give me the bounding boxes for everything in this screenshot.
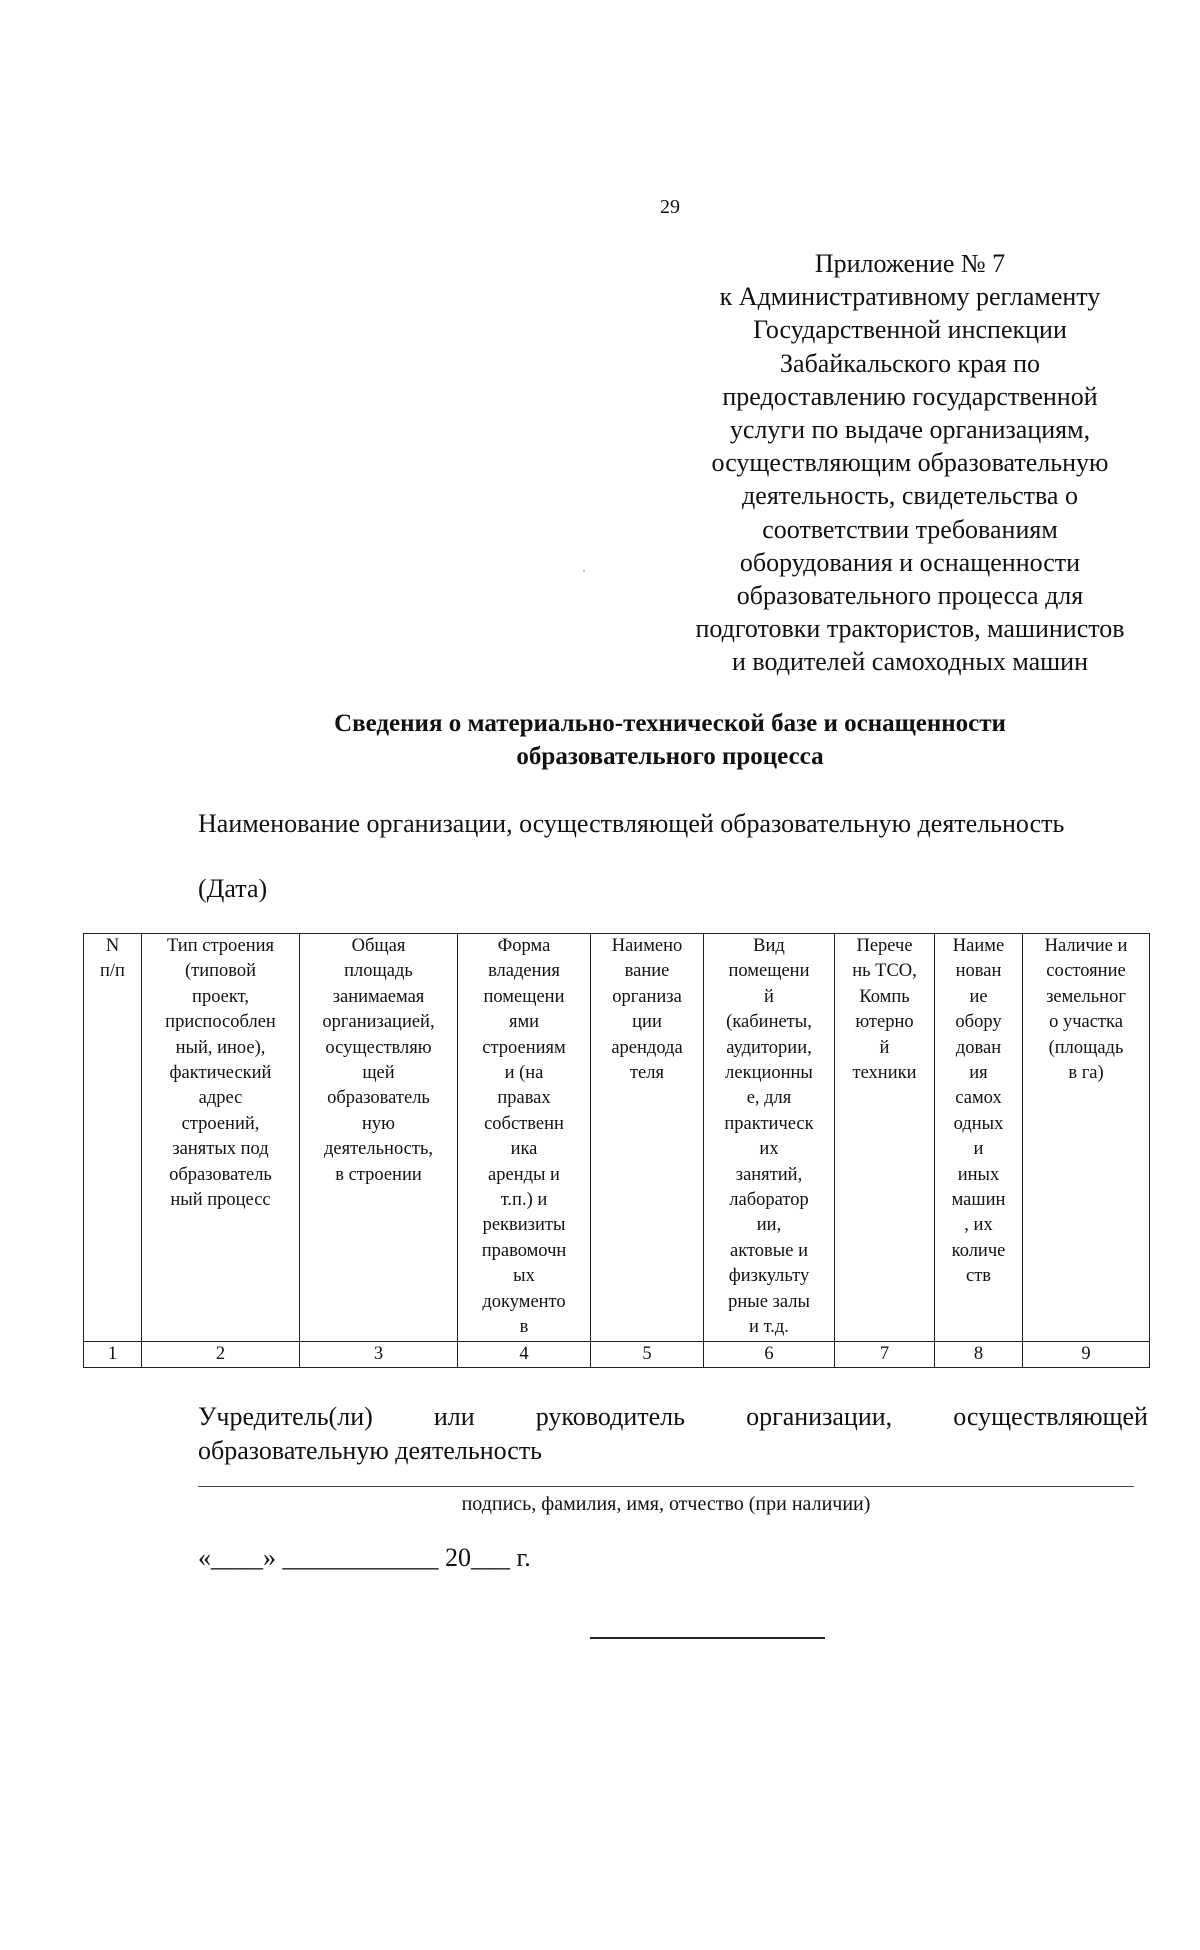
appendix-line: Государственной инспекции (753, 315, 1067, 345)
appendix-line: предоставлению государственной (722, 381, 1098, 411)
organization-name-label: Наименование организации, осуществляющей образовательную деятельность (198, 809, 1065, 838)
column-number-cell: 2 (142, 1341, 300, 1367)
header-text-line: в (519, 1317, 529, 1338)
title-line-2: образовательного процесса (516, 743, 824, 770)
appendix-line: и водителей самоходных машин (732, 647, 1088, 677)
header-text-line: щей (362, 1063, 395, 1084)
header-text-line: теля (629, 1063, 665, 1084)
appendix-line: подготовки трактористов, машинистов (695, 614, 1125, 644)
appendix-line: деятельность, свидетельства о (742, 481, 1078, 511)
appendix-line: образовательного процесса для (736, 581, 1084, 611)
header-text-line: (типовой (184, 961, 257, 982)
header-text-line: й (879, 1037, 890, 1058)
column-number-cell: 9 (1023, 1341, 1150, 1367)
header-text-line: Форма (497, 936, 551, 956)
header-text-line: осуществляю (325, 1037, 432, 1058)
table-header-cell (300, 934, 458, 1342)
header-text-line: обору (955, 1012, 1002, 1033)
header-text-line: ции (632, 1012, 662, 1033)
table-header-row (84, 934, 1150, 1342)
table-header-cell (84, 934, 142, 1342)
header-text-line: строений, (181, 1113, 260, 1134)
header-text-line: Общая (351, 936, 406, 956)
header-text-line: рные залы (728, 1291, 810, 1312)
header-text-line: одных (953, 1113, 1004, 1134)
header-text-line: актовые и (730, 1240, 808, 1261)
founder-word: или (433, 1402, 475, 1431)
table-header-cell (835, 934, 935, 1342)
header-text-line: организа (612, 986, 682, 1007)
header-text-line: в строении (335, 1164, 422, 1185)
founder-word: организации, (746, 1402, 893, 1431)
header-text-line: приспособлен (165, 1012, 276, 1033)
header-text-line: организацией, (322, 1012, 435, 1033)
header-text-line: ями (508, 1012, 540, 1033)
header-text-line: адрес (198, 1088, 243, 1109)
closing-rule (590, 1637, 825, 1639)
header-text-line: помещени (728, 961, 810, 982)
header-text-line: (кабинеты, (726, 1012, 812, 1033)
header-text-line: Перече (856, 936, 913, 956)
date-label: (Дата) (198, 874, 268, 903)
header-text-line: N (105, 936, 120, 956)
header-text-line: арендода (611, 1037, 683, 1058)
header-text-line: техники (852, 1063, 917, 1084)
header-text-line: аренды и (488, 1164, 560, 1185)
header-text-line: (площадь (1048, 1037, 1124, 1058)
founder-line-1 (198, 1400, 1148, 1434)
header-text-line: занятых под (172, 1139, 269, 1160)
header-text-line: Наличие и (1044, 936, 1128, 956)
header-text-line: нь ТСО, (852, 961, 917, 982)
header-text-line: и т.д. (749, 1317, 789, 1338)
founder-line-2: образовательную деятельность (198, 1436, 543, 1465)
date-signature-field: «____» ____________ 20___ г. (198, 1543, 531, 1572)
column-number-cell: 5 (591, 1341, 704, 1367)
header-text-line: практическ (724, 1113, 814, 1134)
appendix-line: оборудования и оснащенности (739, 547, 1081, 577)
header-text-line: нован (955, 961, 1002, 982)
header-text-line: в га) (1068, 1063, 1104, 1084)
header-text-line: владения (488, 961, 560, 982)
header-text-line: образователь (169, 1164, 272, 1185)
header-text-line: правах (497, 1088, 551, 1109)
header-text-line: п/п (100, 961, 125, 982)
column-number-cell: 1 (84, 1341, 142, 1367)
header-text-line: ия (969, 1063, 988, 1084)
table-header-cell (935, 934, 1023, 1342)
founder-statement (198, 1400, 1148, 1468)
column-number-cell: 8 (935, 1341, 1023, 1367)
header-text-line: ие (969, 986, 988, 1007)
signature-caption: подпись, фамилия, имя, отчество (при наличии) (461, 1493, 871, 1515)
column-number-cell: 7 (835, 1341, 935, 1367)
table-header-cell (591, 934, 704, 1342)
header-text-line: дован (955, 1037, 1002, 1058)
header-text-line: аудитории, (726, 1037, 812, 1058)
header-text-line: е, для (746, 1088, 792, 1109)
header-text-line: занимаемая (332, 986, 425, 1007)
header-text-line: и (973, 1139, 984, 1160)
header-text-line: состояние (1046, 961, 1126, 982)
column-number-cell: 3 (300, 1341, 458, 1367)
page-number: 29 (660, 196, 680, 218)
column-number-cell: 6 (704, 1341, 835, 1367)
header-text-line: реквизиты (482, 1215, 566, 1236)
header-text-line: о участка (1049, 1012, 1123, 1033)
header-text-line: земельног (1046, 986, 1126, 1007)
header-text-line: занятий, (735, 1164, 803, 1185)
header-text-line: ный, иное), (175, 1037, 266, 1058)
header-text-line: лаборатор (729, 1190, 809, 1211)
header-text-line: помещени (483, 986, 565, 1007)
header-text-line: образователь (327, 1088, 430, 1109)
table-number-row (84, 1341, 1150, 1367)
header-text-line: иных (957, 1164, 1000, 1185)
header-text-line: собственн (484, 1113, 564, 1134)
table-header-cell (458, 934, 591, 1342)
document-title (200, 707, 1140, 773)
signature-line (198, 1486, 1134, 1487)
header-text-line: самох (955, 1088, 1002, 1109)
scan-speck (583, 570, 585, 572)
header-text-line: Наиме (952, 936, 1005, 956)
appendix-line: к Административному регламенту (719, 282, 1101, 312)
header-text-line: деятельность, (323, 1139, 434, 1160)
column-number-cell: 4 (458, 1341, 591, 1367)
founder-word: Учредитель(ли) (198, 1402, 373, 1431)
table-header-cell (1023, 934, 1150, 1342)
appendix-line: соответствии требованиям (762, 514, 1058, 544)
appendix-header (665, 247, 1155, 679)
header-text-line: т.п.) и (500, 1190, 548, 1211)
header-text-line: машин (951, 1190, 1006, 1211)
appendix-line: Приложение № 7 (814, 249, 1006, 278)
material-base-table (83, 933, 1150, 1368)
header-text-line: ств (965, 1266, 992, 1287)
appendix-line: услуги по выдаче организациям, (729, 415, 1091, 445)
header-text-line: Тип строения (166, 936, 275, 956)
header-text-line: ых (513, 1266, 535, 1287)
header-text-line: проект, (192, 986, 249, 1007)
header-text-line: ии, (756, 1215, 782, 1236)
header-text-line: площадь (344, 961, 413, 982)
header-text-line: строениям (482, 1037, 566, 1058)
header-text-line: количе (951, 1240, 1006, 1261)
table-header-cell (704, 934, 835, 1342)
header-text-line: лекционны (725, 1063, 813, 1084)
header-text-line: и (на (504, 1063, 544, 1084)
title-line-1: Сведения о материально-технической базе и оснащенности (334, 710, 1006, 737)
table-header-cell (142, 934, 300, 1342)
header-text-line: ную (362, 1113, 395, 1134)
header-text-line: Наимено (611, 936, 683, 956)
appendix-line: осуществляющим образовательную (711, 448, 1109, 478)
header-text-line: ютерно (855, 1012, 914, 1033)
header-text-line: их (759, 1139, 779, 1160)
founder-word: осуществляющей (953, 1402, 1148, 1431)
header-text-line: физкульту (728, 1266, 810, 1287)
header-text-line: Вид (753, 936, 785, 956)
header-text-line: документо (482, 1291, 566, 1312)
header-text-line: Компь (859, 986, 910, 1007)
appendix-line: Забайкальского края по (780, 348, 1040, 378)
header-text-line: , их (964, 1215, 993, 1236)
header-text-line: ика (510, 1139, 538, 1160)
header-text-line: фактический (169, 1063, 272, 1084)
header-text-line: правомочн (481, 1240, 567, 1261)
header-text-line: ный процесс (170, 1190, 271, 1211)
header-text-line: вание (624, 961, 670, 982)
header-text-line: й (764, 986, 774, 1007)
founder-word: руководитель (535, 1402, 685, 1431)
